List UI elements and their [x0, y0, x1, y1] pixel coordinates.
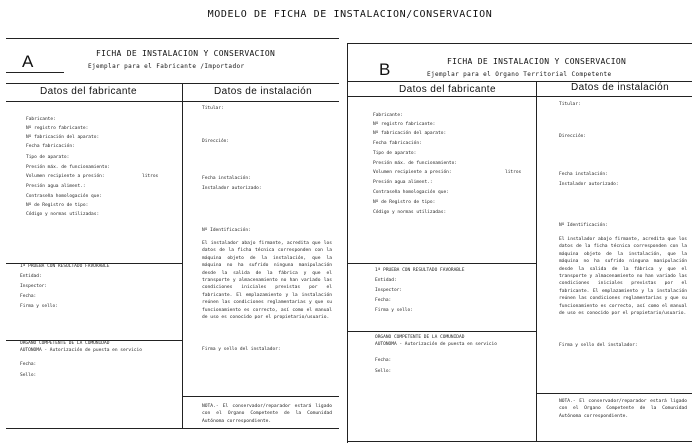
field-presion-agua: Presión agua aliment.:: [373, 180, 433, 185]
form-letter: A: [22, 52, 34, 71]
organo-heading: ORGANO COMPETENTE DE LA COMUNIDAD: [20, 341, 110, 346]
form-bottom-border: [6, 428, 339, 429]
install-direccion: Dirección:: [559, 134, 587, 139]
install-instalador: Instalador autorizado:: [559, 182, 619, 187]
install-titular: Titular:: [559, 102, 581, 107]
install-declaration: El instalador abajo firmante, acredita que los datos de la ficha técnica corresponden con la máquina objeto de la instalación, que la máquina no ha sufrido ninguna manipulación desde la salida de la fábrica y que el transporte y almacenamiento no han variado las condiciones iniciales previstas por el fabricante. El emplazamiento y la instalación reúnen las condiciones reglamentarias y que su funcionamiento es correcto, así como el manual de uso es conocido por el propietario/usuario.: [202, 241, 332, 321]
install-identificacion: Nº Identificación:: [202, 228, 251, 233]
prueba-firma: Firma y sello:: [20, 304, 58, 309]
install-fecha: Fecha instalación:: [559, 172, 608, 177]
field-codigo-normas: Código y normas utilizadas:: [26, 212, 100, 217]
form-b: [347, 38, 692, 448]
field-registro-tipo: Nº de Registro de tipo:: [373, 200, 436, 205]
prueba-fecha: Fecha:: [20, 294, 37, 299]
prueba-firma: Firma y sello:: [375, 308, 413, 313]
install-firma: Firma y sello del instalador:: [559, 343, 638, 348]
prueba-inspector: Inspector:: [375, 288, 403, 293]
form-bottom-border: [347, 441, 692, 442]
prueba-fecha: Fecha:: [375, 298, 392, 303]
prueba-entidad: Entidad:: [375, 278, 397, 283]
header-bottom-border: [6, 101, 339, 102]
field-contrasena: Contraseña homologación que:: [373, 190, 449, 195]
column-divider: [182, 83, 183, 428]
field-fabricante: Fabricante:: [373, 113, 403, 118]
organo-fecha: Fecha:: [375, 358, 392, 363]
field-presion-max: Presión máx. de funcionamiento:: [26, 165, 110, 170]
install-declaration: El instalador abajo firmante, acredita que los datos de la ficha técnica corresponden con la máquina objeto de la instalación, que la máquina no ha sufrido ninguna manipulación desde la salida de la fábrica y que el transporte y almacenamiento no han variado las condiciones iniciales previstas por el fabricante. El emplazamiento y la instalación reúnen las condiciones reglamentarias y que su funcionamiento es correcto, así como el manual de uso es conocido por el propietario/usuario.: [559, 237, 687, 317]
field-tipo-aparato: Tipo de aparato:: [373, 151, 417, 156]
col-fabricante-heading: Datos del fabricante: [399, 84, 496, 95]
field-fecha-fabricacion: Fecha fabricación:: [373, 141, 422, 146]
form-title: FICHA DE INSTALACION Y CONSERVACION: [447, 57, 627, 66]
install-instalador: Instalador autorizado:: [202, 186, 262, 191]
organo-fecha: Fecha:: [20, 362, 37, 367]
field-contrasena: Contraseña homologación que:: [26, 194, 102, 199]
page-title: MODELO DE FICHA DE INSTALACION/CONSERVACION: [207, 9, 493, 20]
field-presion-agua: Presión agua aliment.:: [26, 184, 86, 189]
form-left-border: [347, 43, 348, 443]
field-registro-fabricante: Nº registro fabricante:: [26, 126, 89, 131]
prueba-top-border: [347, 263, 536, 264]
volume-unit: litros: [142, 174, 159, 179]
header-top-border: [6, 83, 339, 84]
field-fabricante: Fabricante:: [26, 117, 56, 122]
prueba-heading: 1ª PRUEBA CON RESULTADO FAVORABLE: [20, 264, 110, 269]
install-fecha: Fecha instalación:: [202, 176, 251, 181]
field-registro-fabricante: Nº registro fabricante:: [373, 122, 436, 127]
organo-autorizacion: AUTONOMA - Autorización de puesta en servicio: [20, 348, 142, 353]
volume-unit: litros: [505, 170, 522, 175]
form-letter: B: [379, 60, 391, 79]
field-registro-tipo: Nº de Registro de tipo:: [26, 203, 89, 208]
install-titular: Titular:: [202, 106, 224, 111]
field-volumen: Volumen recipiente a presión:: [26, 174, 105, 179]
form-top-border: [6, 38, 339, 39]
form-subtitle: Ejemplar para el Organo Territorial Competente: [427, 71, 612, 78]
field-fecha-fabricacion: Fecha fabricación:: [26, 144, 75, 149]
prueba-inspector: Inspector:: [20, 284, 48, 289]
field-volumen: Volumen recipiente a presión:: [373, 170, 452, 175]
form-subtitle: Ejemplar para el Fabricante /Importador: [88, 63, 245, 70]
field-tipo-aparato: Tipo de aparato:: [26, 155, 70, 160]
letter-box-bottom: [6, 72, 64, 73]
column-divider: [536, 81, 537, 441]
prueba-entidad: Entidad:: [20, 274, 42, 279]
install-identificacion: Nº Identificación:: [559, 223, 608, 228]
form-title: FICHA DE INSTALACION Y CONSERVACION: [96, 49, 276, 58]
nota-text: NOTA.- El conservador/reparador estará ligado con el Organo Competente de la Comunidad Autónoma correspondiente.: [202, 404, 332, 424]
field-fabricacion-aparato: Nº fabricación del aparato:: [373, 131, 447, 136]
form-a: [6, 38, 339, 448]
field-fabricacion-aparato: Nº fabricación del aparato:: [26, 135, 100, 140]
organo-autorizacion: AUTONOMA - Autorización de puesta en servicio: [375, 342, 497, 347]
install-firma: Firma y sello del instalador:: [202, 347, 281, 352]
nota-text: NOTA.- El conservador/reparador estará ligado con el Organo Competente de la Comunidad Autónoma correspondiente.: [559, 399, 687, 419]
field-presion-max: Presión máx. de funcionamiento:: [373, 161, 457, 166]
organo-sello: Sello:: [375, 369, 392, 374]
form-top-border: [347, 43, 692, 44]
nota-top-border: [536, 393, 692, 394]
nota-top-border: [182, 396, 339, 397]
col-fabricante-heading: Datos del fabricante: [40, 86, 137, 97]
field-codigo-normas: Código y normas utilizadas:: [373, 210, 447, 215]
col-instalacion-heading: Datos de instalación: [571, 82, 670, 93]
organo-top-border: [347, 331, 536, 332]
organo-sello: Sello:: [20, 373, 37, 378]
prueba-heading: 1ª PRUEBA CON RESULTADO FAVORABLE: [375, 268, 465, 273]
col-instalacion-heading: Datos de instalación: [214, 86, 313, 97]
install-direccion: Dirección:: [202, 139, 230, 144]
organo-heading: ORGANO COMPETENTE DE LA COMUNIDAD: [375, 335, 465, 340]
header-bottom-border: [347, 96, 692, 97]
